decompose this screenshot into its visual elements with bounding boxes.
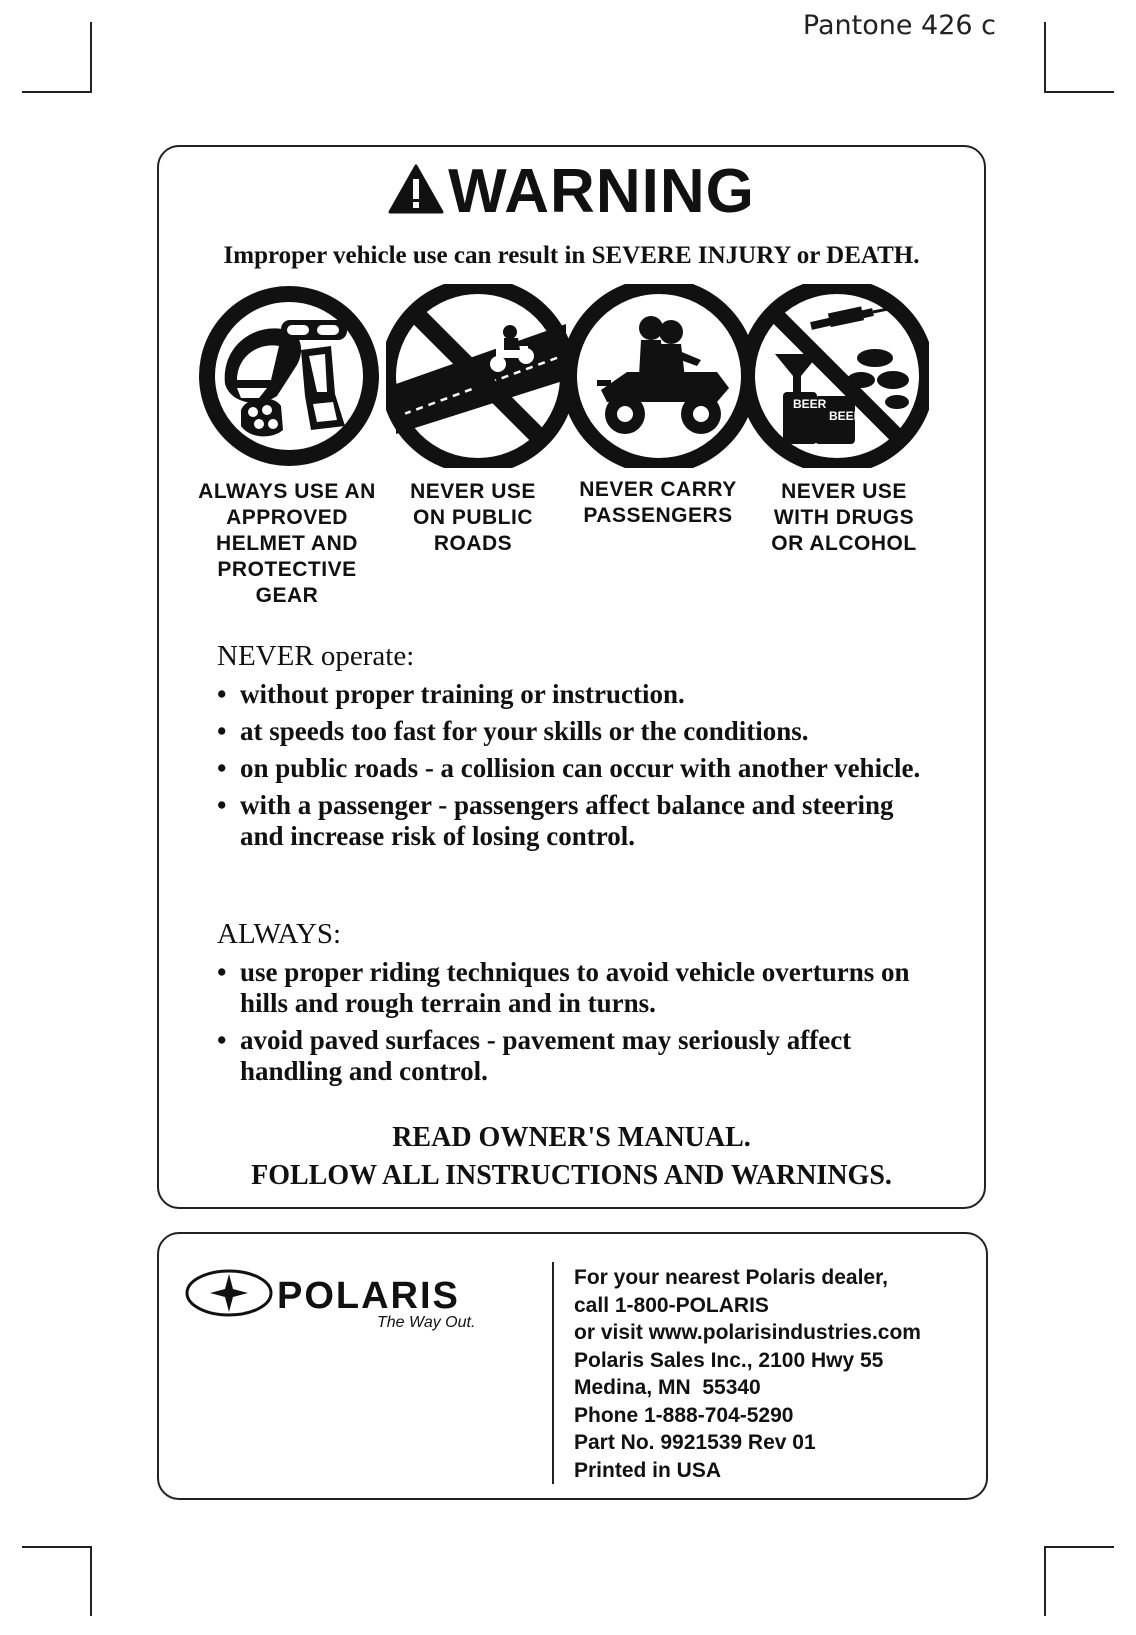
- no-passengers-icon: [567, 284, 751, 468]
- beer-can-label-1: BEER: [793, 397, 827, 411]
- crop-mark-top-left-v: [90, 22, 92, 92]
- pictogram-caption-3: NEVER CARRY PASSENGERS: [579, 478, 737, 527]
- contact-line: Part No. 9921539 Rev 01: [574, 1431, 816, 1454]
- polaris-star-icon: [210, 1274, 248, 1312]
- crop-mark-bottom-left-v: [90, 1546, 92, 1616]
- list-item: • without proper training or instruction.: [217, 679, 937, 710]
- crop-mark-top-right-v: [1044, 22, 1046, 92]
- helmet-gear-icon: [197, 284, 381, 468]
- crop-mark-top-right-h: [1044, 91, 1114, 93]
- list-item: • avoid paved surfaces - pavement may seriously affect handling and control.: [217, 1025, 937, 1087]
- beer-can-label-2: BEER: [829, 409, 863, 423]
- pantone-label: Pantone 426 c: [802, 10, 996, 41]
- manual-notice: [159, 1119, 984, 1195]
- contact-line: Medina, MN 55340: [574, 1376, 761, 1399]
- vertical-divider: [552, 1262, 554, 1484]
- contact-info: [574, 1264, 921, 1484]
- never-heading: NEVER operate:: [217, 640, 415, 672]
- contact-line: Phone 1-888-704-5290: [574, 1403, 794, 1427]
- no-public-roads-icon: [386, 284, 570, 468]
- always-heading: ALWAYS:: [217, 918, 342, 950]
- contact-line: Printed in USA: [574, 1458, 722, 1482]
- always-section: [217, 918, 937, 1093]
- warning-heading: [159, 157, 984, 226]
- list-item: • with a passenger - passengers affect balance and steering and increase risk of losing control.: [217, 790, 937, 852]
- contact-line: or visit www.polarisindustries.com: [574, 1321, 921, 1344]
- crop-mark-top-left-h: [22, 91, 92, 93]
- manual-notice-line-1: READ OWNER'S MANUAL.: [392, 1122, 751, 1153]
- contact-line: Polaris Sales Inc., 2100 Hwy 55: [574, 1348, 884, 1372]
- warning-panel: [157, 145, 986, 1209]
- list-item: • on public roads - a collision can occur with another vehicle.: [217, 753, 937, 784]
- pictogram-caption-2: NEVER USE ON PUBLIC ROADS: [410, 480, 536, 555]
- contact-line: call 1-800-POLARIS: [574, 1293, 769, 1317]
- list-item: • at speeds too fast for your skills or the conditions.: [217, 716, 937, 747]
- contact-panel: [157, 1232, 988, 1500]
- warning-subtitle: Improper vehicle use can result in SEVERE INJURY or DEATH.: [223, 242, 920, 269]
- crop-mark-bottom-right-v: [1044, 1546, 1046, 1616]
- warning-title: WARNING: [448, 157, 755, 226]
- no-drugs-alcohol-icon: [745, 284, 929, 468]
- manual-notice-line-2: FOLLOW ALL INSTRUCTIONS AND WARNINGS.: [251, 1160, 892, 1191]
- crop-mark-bottom-right-h: [1044, 1546, 1114, 1548]
- contact-line: For your nearest Polaris dealer,: [574, 1266, 888, 1289]
- polaris-wordmark: POLARIS: [277, 1275, 460, 1317]
- pictogram-caption-1: ALWAYS USE AN APPROVED HELMET AND PROTECTIVE GEAR: [198, 480, 376, 607]
- never-section: [217, 640, 937, 858]
- list-item: • use proper riding techniques to avoid vehicle overturns on hills and rough terrain and in turns.: [217, 957, 937, 1019]
- pictogram-caption-4: NEVER USE WITH DRUGS OR ALCOHOL: [771, 480, 917, 555]
- crop-mark-bottom-left-h: [22, 1546, 92, 1548]
- brand-tagline: The Way Out.: [377, 1314, 476, 1331]
- warning-triangle-icon: [388, 163, 444, 225]
